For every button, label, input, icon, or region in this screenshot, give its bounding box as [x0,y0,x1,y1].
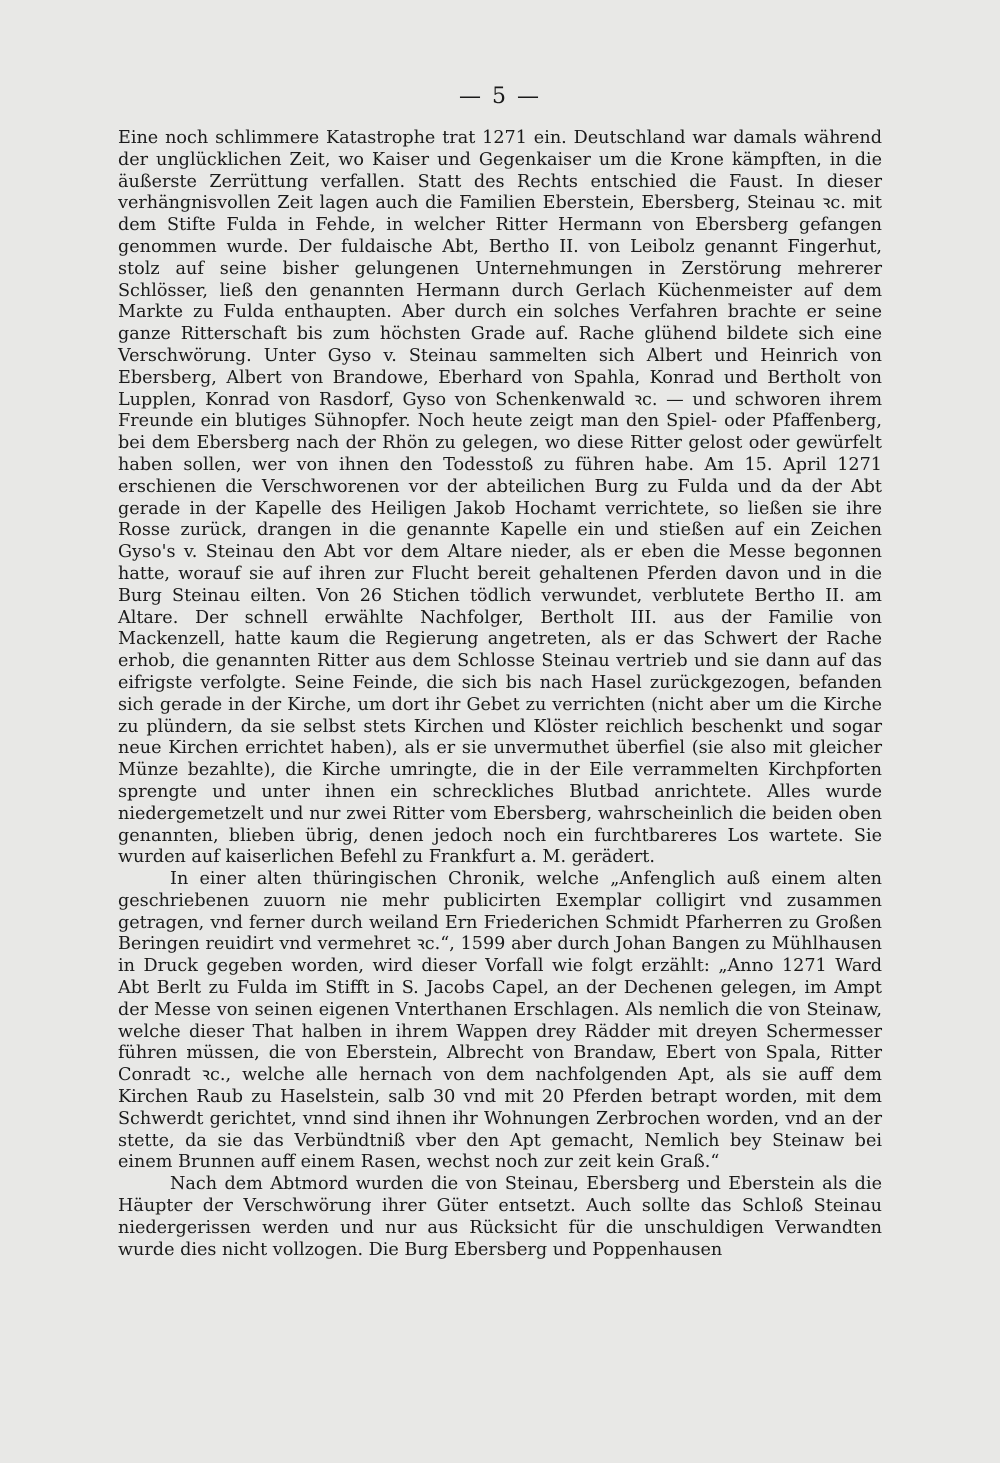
paragraph-2: In einer alten thüringischen Chronik, welche „Anfenglich auß einem alten geschriebenen zuuorn nie mehr publicirten Exemplar colligirt vnd zusammen getragen, vnd ferner durch weiland Ern Friederichen Schmidt Pfarherren zu Großen Beringen reuidirt vnd vermehret ꝛc.“, 1599 aber durch Johan Bangen zu Mühlhausen in Druck gegeben worden, wird dieser Vorfall wie folgt erzählt: „Anno 1271 Ward Abt Berlt zu Fulda im Stifft in S. Jacobs Capel, an der Dechenen gelegen, im Ampt der Messe von seinen eigenen Vnterthanen Erschlagen. Als nemlich die von Steinaw, welche dieser That halben in ihrem Wappen drey Rädder mit dreyen Schermesser führen müssen, die von Eberstein, Albrecht von Brandaw, Ebert von Spala, Ritter Conradt ꝛc., welche alle hernach von dem nachfolgenden Apt, als sie auff dem Kirchen Raub zu Haselstein, salb 30 vnd mit 20 Pferden betrapt worden, mit dem Schwerdt gerichtet, vnnd sind ihnen ihr Wohnungen Zerbrochen worden, vnd an der stette, da sie das Verbündtniß vber den Apt gemacht, Nemlich bey Steinaw bei einem Brunnen auff einem Rasen, wechst noch zur zeit kein Graß.“ [118,869,882,1173]
page-number: — 5 — [459,84,541,109]
body-text [118,128,882,1261]
paragraph-3: Nach dem Abtmord wurden die von Steinau, Ebersberg und Eberstein als die Häupter der Verschwörung ihrer Güter entsetzt. Auch sollte das Schloß Steinau niedergerissen werden und nur aus Rücksicht für die unschuldigen Verwandten wurde dies nicht vollzogen. Die Burg Ebersberg und Poppenhausen [118,1174,882,1260]
paragraph-1: Eine noch schlimmere Katastrophe trat 1271 ein. Deutschland war damals während der unglücklichen Zeit, wo Kaiser und Gegenkaiser um die Krone kämpften, in die äußerste Zerrüttung verfallen. Statt des Rechts entschied die Faust. In dieser verhängnisvollen Zeit lagen auch die Familien Eberstein, Ebersberg, Steinau ꝛc. mit dem Stifte Fulda in Fehde, in welcher Ritter Hermann von Ebersberg gefangen genommen wurde. Der fuldaische Abt, Bertho II. von Leibolz genannt Fingerhut, stolz auf seine bisher gelungenen Unternehmungen in Zerstörung mehrerer Schlösser, ließ den genannten Hermann durch Gerlach Küchenmeister auf dem Markte zu Fulda enthaupten. Aber durch ein solches Verfahren brachte er seine ganze Ritterschaft bis zum höchsten Grade auf. Rache glühend bildete sich eine Verschwörung. Unter Gyso v. Steinau sammelten sich Albert und Heinrich von Ebersberg, Albert von Brandowe, Eberhard von Spahla, Konrad und Bertholt von Lupplen, Konrad von Rasdorf, Gyso von Schenkenwald ꝛc. — und schworen ihrem Freunde ein blutiges Sühnopfer. Noch heute zeigt man den Spiel- oder Pfaffenberg, bei dem Ebersberg nach der Rhön zu gelegen, wo diese Ritter gelost oder gewürfelt haben sollen, wer von ihnen den Todesstoß zu führen habe. Am 15. April 1271 erschienen die Verschworenen vor der abteilichen Burg zu Fulda und da der Abt gerade in der Kapelle des Heiligen Jakob Hochamt verrichtete, so ließen sie ihre Rosse zurück, drangen in die genannte Kapelle ein und stießen auf ein Zeichen Gyso's v. Steinau den Abt vor dem Altare nieder, als er eben die Messe begonnen hatte, worauf sie auf ihren zur Flucht bereit gehaltenen Pferden davon und in die Burg Steinau eilten. Von 26 Stichen tödlich verwundet, verblutete Bertho II. am Altare. Der schnell erwählte Nachfolger, Bertholt III. aus der Familie von Mackenzell, hatte kaum die Regierung angetreten, als er das Schwert der Rache erhob, die genannten Ritter aus dem Schlosse Steinau vertrieb und sie dann auf das eifrigste verfolgte. Seine Feinde, die sich bis nach Hasel zurückgezogen, befanden sich gerade in der Kirche, um dort ihr Gebet zu verrichten (nicht aber um die Kirche zu plündern, da sie selbst stets Kirchen und Klöster reichlich beschenkt und sogar neue Kirchen errichtet haben), als er sie unvermuthet überfiel (sie also mit gleicher Münze bezahlte), die Kirche umringte, die in der Eile verrammelten Kirchpforten sprengte und unter ihnen ein schreckliches Blutbad anrichtete. Alles wurde niedergemetzelt und nur zwei Ritter vom Ebersberg, wahrscheinlich die beiden oben genannten, blieben übrig, denen jedoch noch ein furchtbareres Los wartete. Sie wurden auf kaiserlichen Befehl zu Frankfurt a. M. gerädert. [118,128,882,868]
